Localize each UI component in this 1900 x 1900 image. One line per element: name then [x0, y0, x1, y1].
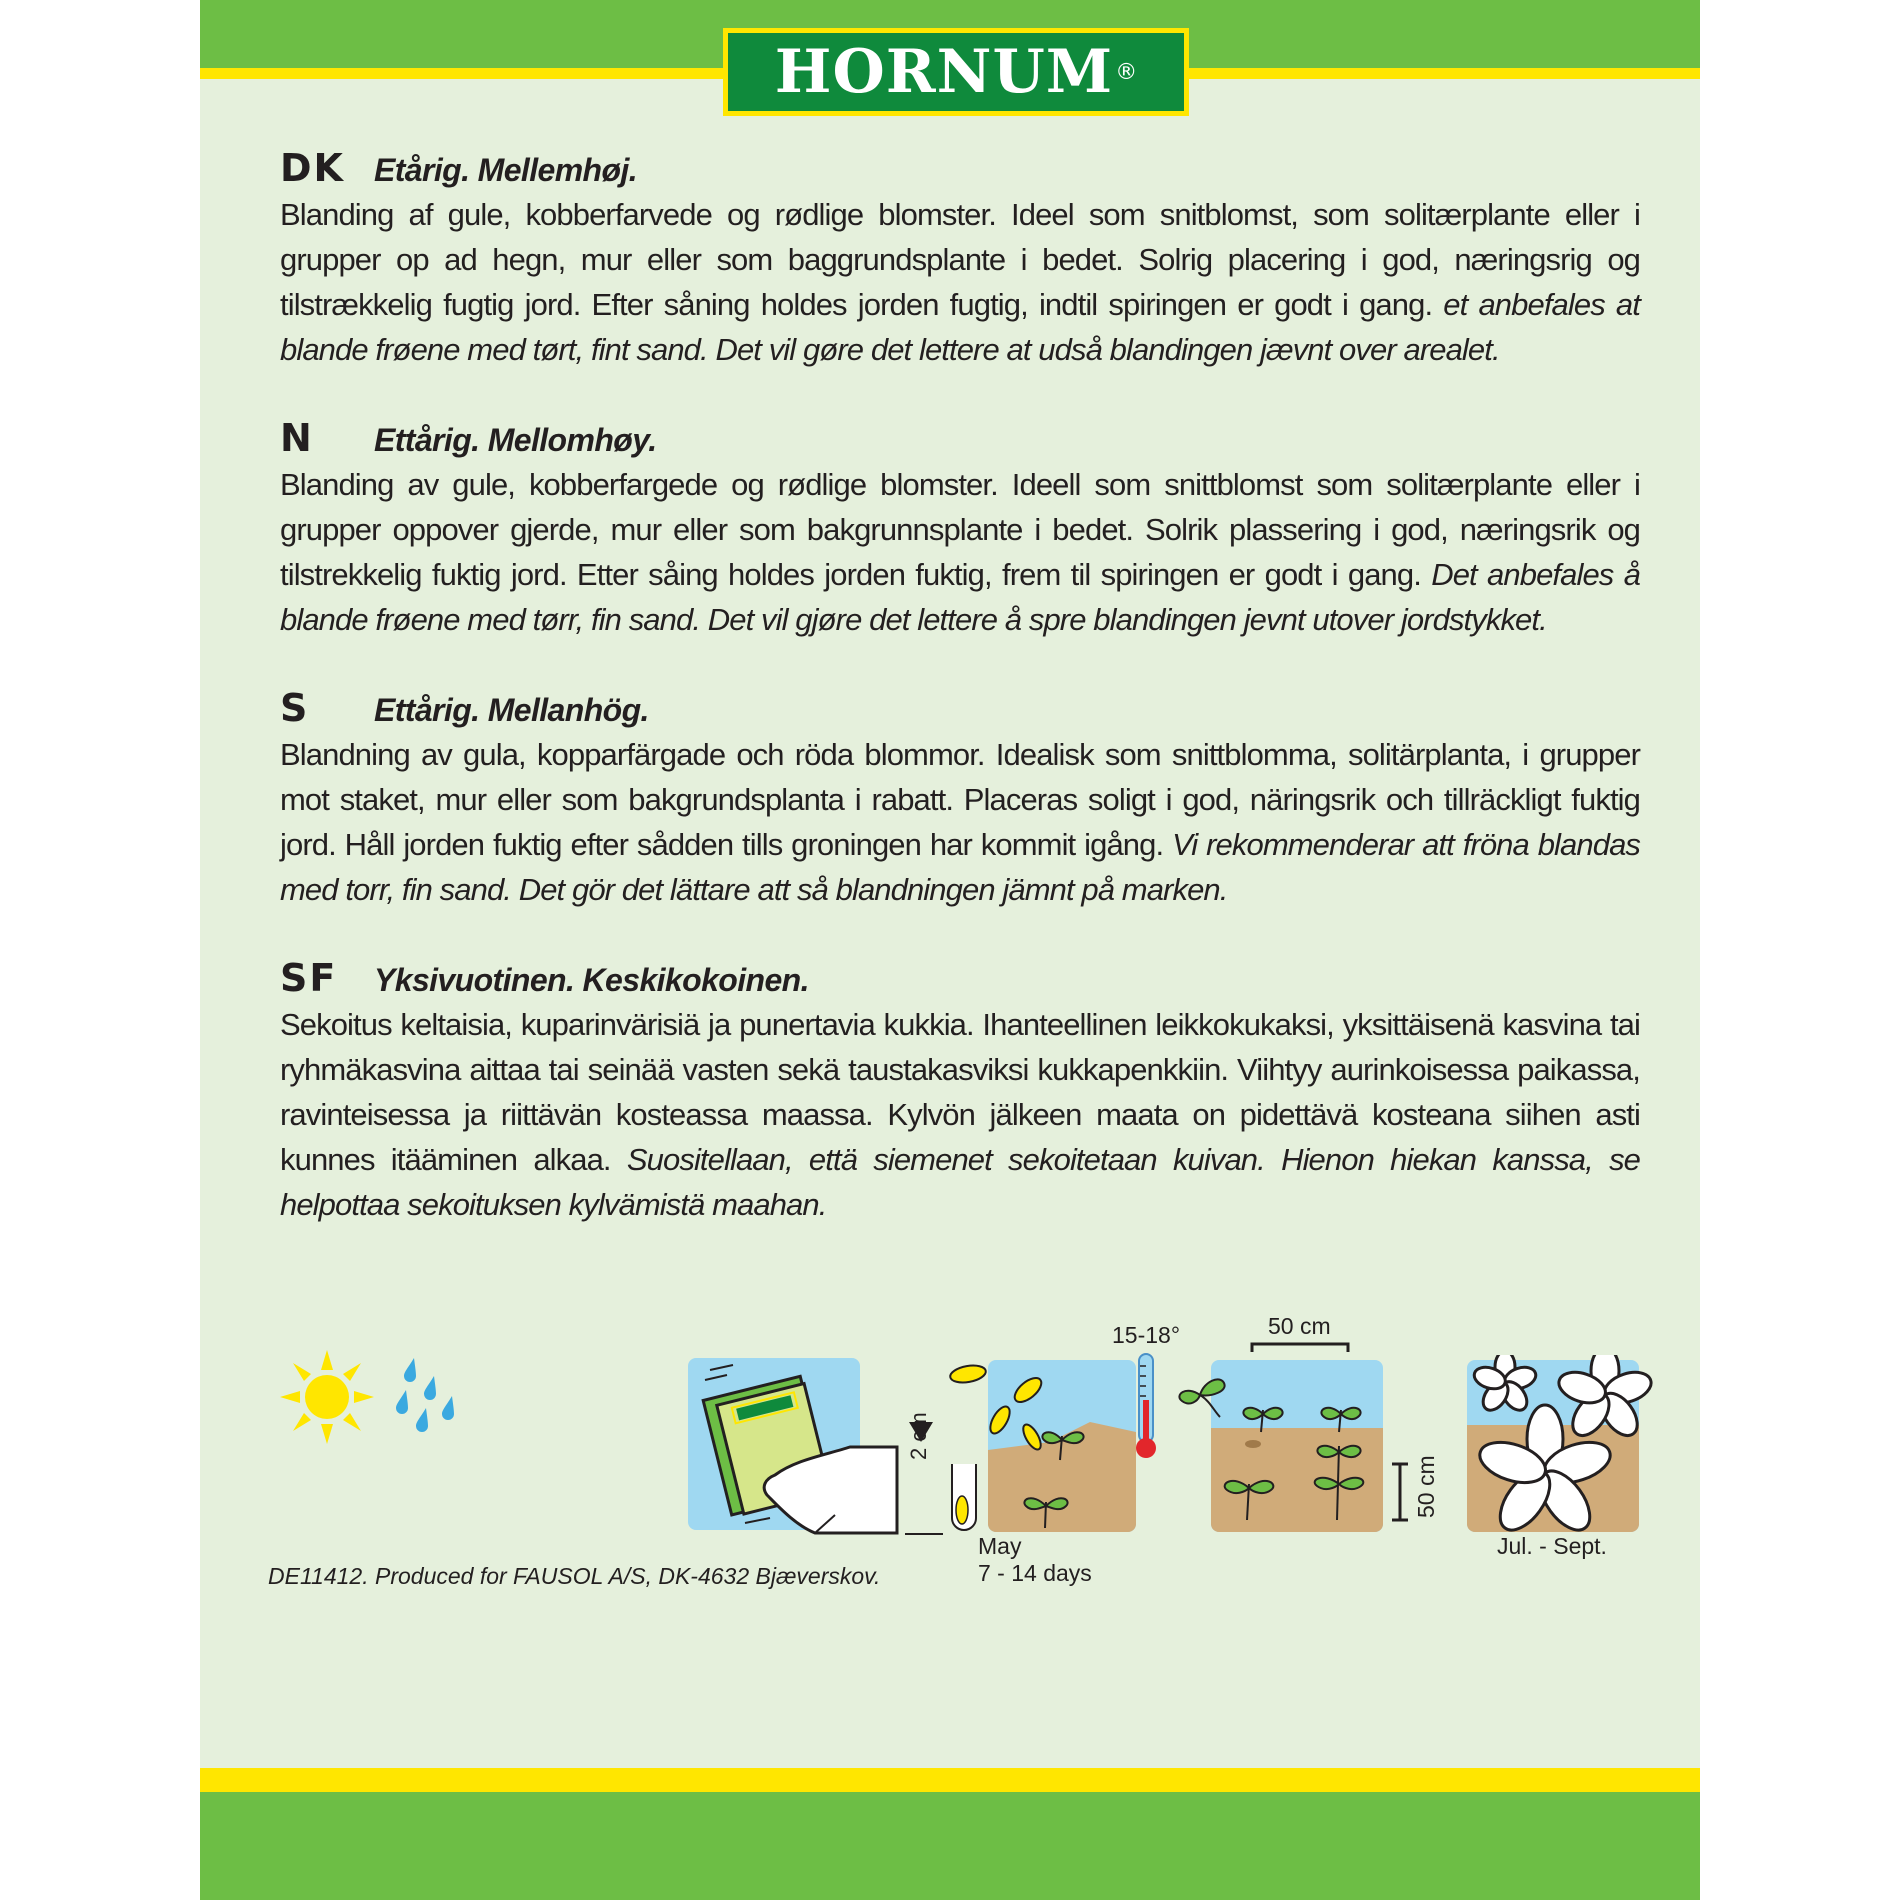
section-subtitle: Ettårig. Mellomhøy. — [374, 422, 657, 458]
body-text: Blanding af gule, kobberfarvede og rødlige blomster. Ideel som snitblomst, som solitærplante eller i grupper op ad hegn, mur eller som baggrundsplante i bedet. Solrig placering i god, næringsrig og tilstrækkelig fugtig jord. Efter såning holdes jorden fugtig, indtil spiringen er godt i gang. — [280, 197, 1640, 322]
sow-month-label: May — [978, 1533, 1022, 1559]
body-italic: Det anbefales å blande frøene med tørr, fin sand. Det vil gjøre det lettere å spre blandingen jevnt utover jordstykket. — [280, 557, 1640, 637]
depth-label: 2 cm — [906, 1412, 931, 1460]
body-italic: Suositellaan, että siemenet sekoitetaan kuivan. Hienon hiekan kanssa, se helpottaa sekoituksen kylvämistä maahan. — [280, 1142, 1641, 1222]
seed-packet-back — [200, 0, 1700, 1900]
section-subtitle: Etårig. Mellemhøj. — [374, 152, 638, 188]
water-drops-icon — [390, 1356, 460, 1440]
language-code: DK — [280, 146, 345, 190]
section-text — [280, 732, 1640, 912]
producer-footer: DE11412. Produced for FAUSOL A/S, DK-4632 Bjæverskov. — [268, 1563, 881, 1589]
brand-name: HORNUM — [774, 37, 1114, 107]
body-text: Blandning av gula, kopparfärgade och röda blommor. Idealisk som snittblomma, solitärplanta, i grupper mot staket, mur eller som bakgrundsplanta i rabatt. Placeras soligt i god, näringsrik och tillräckligt fuktig jord. Håll jorden fuktig efter sådden tills groningen har kommit igång. — [280, 737, 1640, 862]
temperature-label: 15-18° — [1112, 1322, 1181, 1348]
registered-mark: ® — [1115, 59, 1138, 85]
germination-label: 7 - 14 days — [978, 1560, 1092, 1586]
section-n — [280, 416, 1640, 642]
section-sf — [280, 956, 1640, 1227]
height-bracket — [1390, 1462, 1410, 1522]
sprout-leaf-icon — [1170, 1365, 1230, 1425]
section-text — [280, 1002, 1640, 1227]
brand-logo — [723, 28, 1189, 116]
section-text — [280, 462, 1640, 642]
section-subtitle: Yksivuotinen. Keskikokoinen. — [374, 962, 809, 998]
seedlings-icon — [1205, 1360, 1385, 1535]
section-subtitle: Ettårig. Mellanhög. — [374, 692, 649, 728]
height-label: 50 cm — [1413, 1455, 1439, 1518]
seed-packet-icon — [685, 1355, 900, 1535]
body-italic: Vi rekommenderar att fröna blandas med torr, fin sand. Det gör det lättare att så blandningen jämnt på marken. — [280, 827, 1641, 907]
section-dk — [280, 146, 1640, 372]
sun-icon — [280, 1350, 374, 1444]
bottom-yellow-stripe — [200, 1768, 1700, 1792]
body-text: Blanding av gule, kobberfargede og rødlige blomster. Ideell som snittblomst som solitærplante eller i grupper oppover gjerde, mur eller som bakgrunnsplante i bedet. Solrik plassering i god, næringsrik og tilstrekkelig fuktig jord. Etter såing holdes jorden fuktig, frem til spiringen er godt i gang. — [280, 467, 1640, 592]
section-s — [280, 686, 1640, 912]
language-code: N — [280, 416, 314, 460]
sowing-icon — [940, 1360, 1140, 1535]
language-code: S — [280, 686, 310, 730]
language-code: SF — [280, 956, 338, 1000]
spacing-label: 50 cm — [1268, 1313, 1331, 1339]
flowering-label: Jul. - Sept. — [1497, 1533, 1607, 1559]
spacing-bracket — [1250, 1340, 1350, 1354]
flowers-icon — [1455, 1355, 1675, 1540]
body-text: Sekoitus keltaisia, kuparinvärisiä ja punertavia kukkia. Ihanteellinen leikkokukaksi, yksittäisenä kasvina tai ryhmäkasvina aittaa tai seinää vasten sekä taustakasviksi kukkapenkkiin. Viihtyy aurinkoisessa paikassa, ravinteisessa ja riittävän kosteassa maassa. Kylvön jälkeen maata on pidettävä kosteana siihen asti kunnes itääminen alkaa. — [280, 1007, 1640, 1177]
bottom-green-band — [200, 1792, 1700, 1900]
section-text — [280, 192, 1640, 372]
body-italic: et anbefales at blande frøene med tørt, fint sand. Det vil gøre det lettere at udså blandingen jævnt over arealet. — [280, 287, 1640, 367]
thermometer-icon — [1132, 1352, 1160, 1462]
